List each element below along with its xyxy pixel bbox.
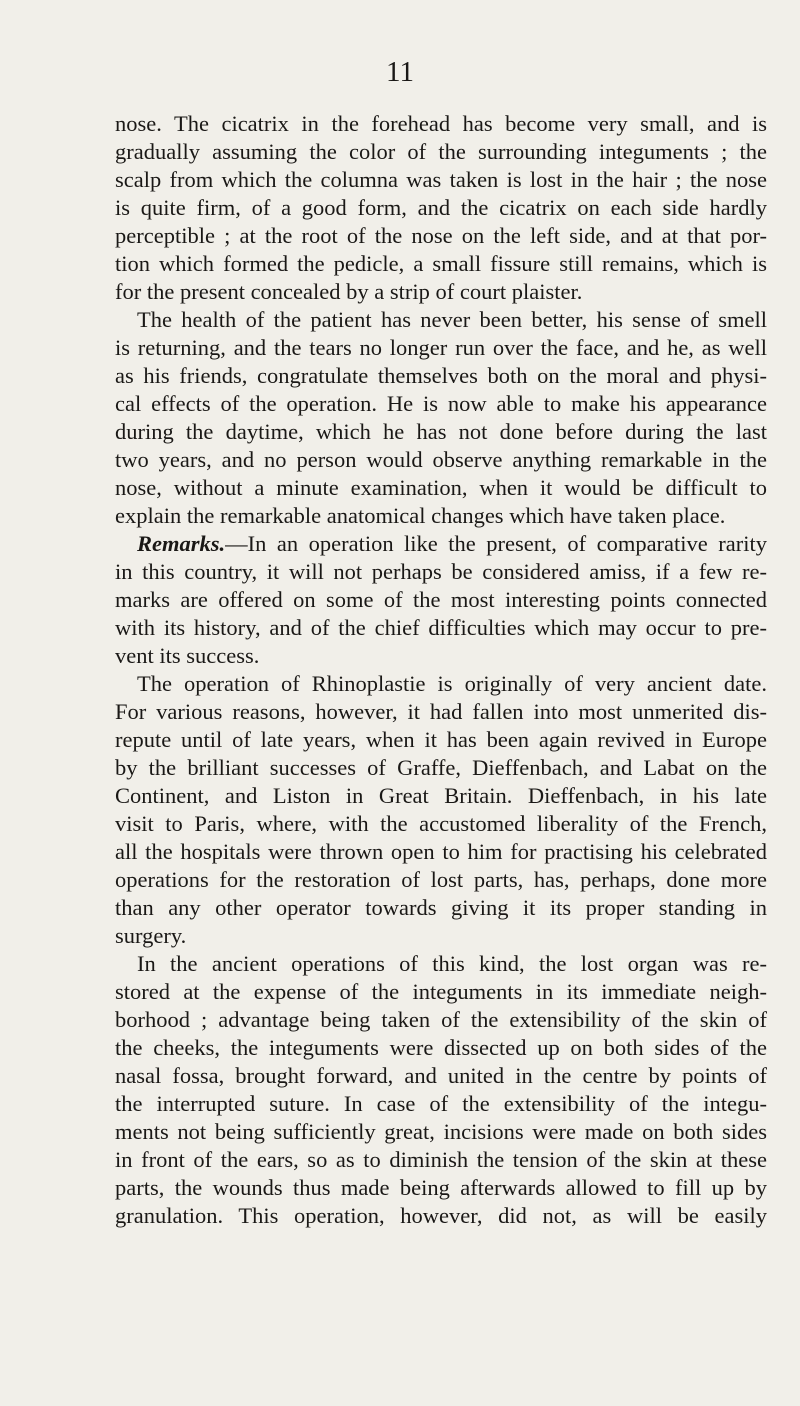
text-line: Continent, and Liston in Great Britain. Dieffenbach, in his late bbox=[115, 783, 767, 808]
remarks-heading: Remarks. bbox=[137, 531, 226, 556]
text-line: tion which formed the pedicle, a small fissure still remains, which is bbox=[115, 251, 767, 276]
text-line: is quite firm, of a good form, and the cicatrix on each side hardly bbox=[115, 195, 767, 220]
text-line: in this country, it will not perhaps be considered amiss, if a few re- bbox=[115, 559, 767, 584]
text-line: scalp from which the columna was taken is lost in the hair ; the nose bbox=[115, 167, 767, 192]
text-line: visit to Paris, where, with the accustomed liberality of the French, bbox=[115, 811, 767, 836]
text-line: ments not being sufficiently great, incisions were made on both sides bbox=[115, 1119, 767, 1144]
text-line: In the ancient operations of this kind, the lost organ was re- bbox=[137, 951, 767, 976]
text-line: nose, without a minute examination, when it would be difficult to bbox=[115, 475, 767, 500]
text-line: marks are offered on some of the most interesting points connected bbox=[115, 587, 767, 612]
text-line: perceptible ; at the root of the nose on the left side, and at that por- bbox=[115, 223, 767, 248]
text-line: by the brilliant successes of Graffe, Dieffenbach, and Labat on the bbox=[115, 755, 767, 780]
text-line: the interrupted suture. In case of the extensibility of the integu- bbox=[115, 1091, 767, 1116]
text-line-rest: —In an operation like the present, of comparative rarity bbox=[225, 531, 767, 556]
text-line: with its history, and of the chief difficulties which may occur to pre- bbox=[115, 615, 767, 640]
text-line bbox=[137, 530, 767, 558]
text-line: repute until of late years, when it has been again revived in Europe bbox=[115, 727, 767, 752]
text-line: for the present concealed by a strip of court plaister. bbox=[115, 279, 583, 304]
text-line: explain the remarkable anatomical changes which have taken place. bbox=[115, 503, 726, 528]
text-line: stored at the expense of the integuments in its immediate neigh- bbox=[115, 979, 767, 1004]
text-line: all the hospitals were thrown open to him for practising his celebrated bbox=[115, 839, 767, 864]
text-line: cal effects of the operation. He is now able to make his appearance bbox=[115, 391, 767, 416]
text-line: For various reasons, however, it had fallen into most unmerited dis- bbox=[115, 699, 767, 724]
text-line: The operation of Rhinoplastie is originally of very ancient date. bbox=[137, 671, 767, 696]
text-line: The health of the patient has never been better, his sense of smell bbox=[137, 307, 767, 332]
page-number: 11 bbox=[386, 56, 414, 88]
text-line: parts, the wounds thus made being afterwards allowed to fill up by bbox=[115, 1175, 767, 1200]
text-line: the cheeks, the integuments were dissected up on both sides of the bbox=[115, 1035, 767, 1060]
text-line: granulation. This operation, however, did not, as will be easily bbox=[115, 1203, 767, 1228]
text-line: two years, and no person would observe anything remarkable in the bbox=[115, 447, 767, 472]
text-line: vent its success. bbox=[115, 643, 260, 668]
text-line: operations for the restoration of lost parts, has, perhaps, done more bbox=[115, 867, 767, 892]
text-line: than any other operator towards giving it its proper standing in bbox=[115, 895, 767, 920]
text-line: surgery. bbox=[115, 923, 187, 948]
text-line: gradually assuming the color of the surrounding integuments ; the bbox=[115, 139, 767, 164]
text-line: borhood ; advantage being taken of the extensibility of the skin of bbox=[115, 1007, 767, 1032]
text-line: nose. The cicatrix in the forehead has become very small, and is bbox=[115, 111, 767, 136]
text-line: is returning, and the tears no longer run over the face, and he, as well bbox=[115, 335, 767, 360]
text-line: nasal fossa, brought forward, and united in the centre by points of bbox=[115, 1063, 767, 1088]
text-line: as his friends, congratulate themselves both on the moral and physi- bbox=[115, 363, 767, 388]
text-line: during the daytime, which he has not done before during the last bbox=[115, 419, 767, 444]
text-line: in front of the ears, so as to diminish the tension of the skin at these bbox=[115, 1147, 767, 1172]
